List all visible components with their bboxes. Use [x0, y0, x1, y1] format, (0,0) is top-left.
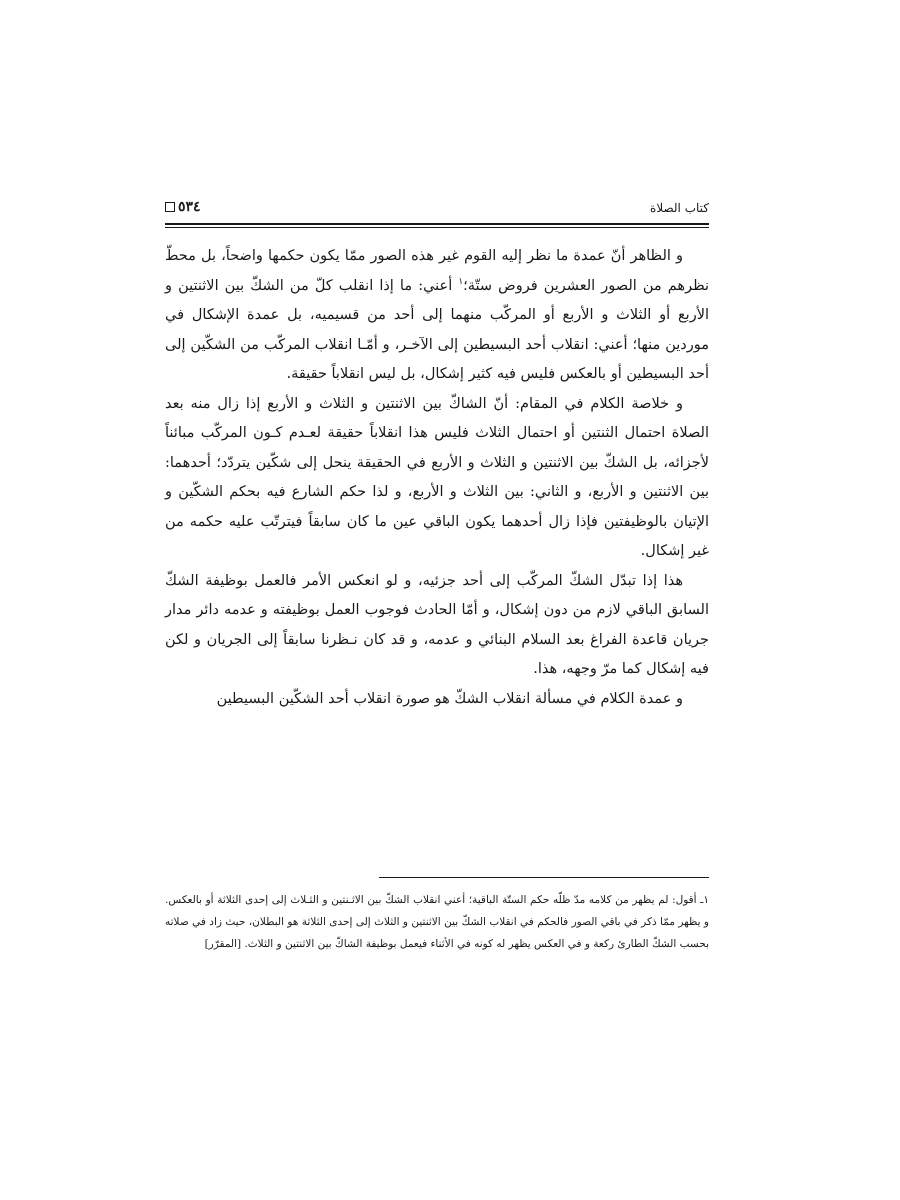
header-rule [165, 223, 709, 225]
paragraph-1 [165, 242, 709, 390]
paragraph-3: هذا إذا تبدّل الشكّ المركّب إلى أحد جزئيه، و لو انعكس الأمر فالعمل بوظيفة الشكّ السابق الباقي لازم من دون إشكال، و أمّا الحادث فوجوب العمل بوظيفته و عدمه دائر مدار جريان قاعدة الفراغ بعد السلام البنائي و عدمه، و قد كان نـظرنا سابقاً إلى الجريان و لكن فيه إشكال كما مرّ وجهه، هذا. [165, 572, 709, 677]
running-header [165, 195, 709, 223]
footnote-ref: ١ [458, 276, 464, 287]
book-page [165, 195, 709, 1015]
square-icon [165, 202, 175, 212]
page-number [165, 199, 201, 215]
main-text [165, 242, 709, 714]
paragraph-1-part-a: و الظاهر أنّ عمدة ما نظر إليه القوم غير هذه الصور ممّا يكون حكمها واضحاً، بل محطّ نظرهم من الصور العشرين فروض ستّة؛ [165, 248, 709, 294]
header-rule-thin [165, 227, 709, 228]
page-number-text: ٥٣٤ [178, 199, 201, 215]
paragraph-1-part-b: أعني: ما إذا انقلب كلّ من الشكّ بين الاثنتين و الأربع أو الثلاث و الأربع أو المركّب منهما إلى أحد من قسيميه، بل عمدة الإشكال في موردين منها؛ أعني: انقلاب أحد البسيطين إلى الآخـر، و أمّـا انقلاب المركّب من الشكّين إلى أحد البسيطين أو بالعكس فليس فيه كثير إشكال، بل ليس انقلاباً حقيقة. [165, 277, 709, 382]
footnote: ١ـ أقول: لم يظهر من كلامه مدّ ظلّه حكم الستّة الباقية؛ أعني انقلاب الشكّ بين الاثـنتين و الثـلاث إلى إحدى الثلاثة أو بالعكس. و يظهر ممّا ذكر في باقي الصور فالحكم في انقلاب الشكّ بين الاثنتين و الثلاث إلى إحدى الثلاثة هو البطلان، حيث زاد في صلاته بحسب الشكّ الطارئ ركعة و في العكس يظهر له كونه في الأثناء فيعمل بوظيفة الشاكّ بين الاثنتين و الثلاث. [المقرّر] [165, 894, 709, 950]
paragraph-4: و عمدة الكلام في مسألة انقلاب الشكّ هو صورة انقلاب أحد الشكّين البسيطين [216, 690, 683, 707]
running-title: كتاب الصلاة [650, 201, 709, 215]
paragraph-2: و خلاصة الكلام في المقام: أنّ الشاكّ بين الاثنتين و الثلاث و الأربع إذا زال منه بعد الصلاة احتمال الثنتين أو احتمال الثلاث فليس هذا انقلاباً حقيقة لعـدم كـون المركّب مبائناً لأجزائه، بل الشكّ بين الاثنتين و الثلاث و الأربع في الحقيقة ينحل إلى شكّين يتردّد؛ أحدهما: بين الاثنتين و الأربع، و الثاني: بين الثلاث و الأربع، و لذا حكم الشارع فيه بحكم الشكّين و الإتيان بالوظيفتين فإذا زال أحدهما يكون الباقي عين ما كان سابقاً فيترتّب عليه حكمه من غير إشكال. [165, 395, 709, 559]
footnote-rule [379, 877, 709, 878]
